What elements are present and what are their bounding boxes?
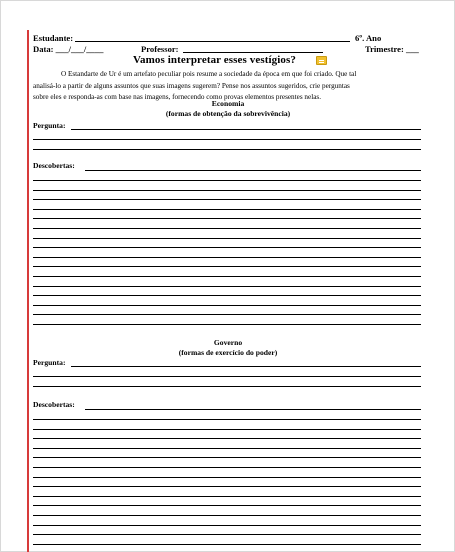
section-subtitle-government: (formas de exercício do poder) — [178, 348, 278, 357]
writing-line[interactable] — [33, 534, 421, 535]
writing-line[interactable] — [33, 419, 421, 420]
quarter-label: Trimestre: ___ — [365, 44, 419, 54]
writing-line[interactable] — [33, 486, 421, 487]
writing-line[interactable] — [33, 515, 421, 516]
margin-rule — [27, 30, 29, 552]
writing-line[interactable] — [33, 149, 421, 150]
comment-icon[interactable] — [316, 56, 327, 65]
writing-line[interactable] — [33, 286, 421, 287]
writing-line[interactable] — [33, 376, 421, 377]
writing-line[interactable] — [33, 199, 421, 200]
writing-line[interactable] — [33, 314, 421, 315]
writing-line[interactable] — [33, 218, 421, 219]
writing-line[interactable] — [33, 238, 421, 239]
grade-label: 6º. Ano — [355, 33, 382, 43]
question-answer-line[interactable] — [71, 129, 421, 130]
header-row-student — [33, 33, 423, 44]
findings-label: Descobertas: — [33, 400, 75, 409]
date-label: Data: ___/___/____ — [33, 44, 104, 54]
writing-line[interactable] — [33, 266, 421, 267]
findings-answer-line[interactable] — [85, 409, 421, 410]
writing-line[interactable] — [33, 247, 421, 248]
section-title-government: Governo — [213, 338, 243, 347]
writing-line[interactable] — [33, 505, 421, 506]
section-subtitle-economy: (formas de obtenção da sobrevivência) — [165, 109, 291, 118]
writing-line[interactable] — [33, 180, 421, 181]
writing-line[interactable] — [33, 457, 421, 458]
writing-line[interactable] — [33, 305, 421, 306]
question-label: Pergunta: — [33, 358, 66, 367]
writing-line[interactable] — [33, 438, 421, 439]
writing-line[interactable] — [33, 295, 421, 296]
intro-line: O Estandarte de Ur é um artefato peculiar pois resume a sociedade da época em que foi criado. Que tal — [61, 70, 357, 78]
teacher-label: Professor: — [141, 44, 179, 54]
writing-line[interactable] — [33, 139, 421, 140]
writing-line[interactable] — [33, 228, 421, 229]
writing-line[interactable] — [33, 525, 421, 526]
writing-line[interactable] — [33, 386, 421, 387]
student-name-line[interactable] — [75, 33, 350, 42]
writing-line[interactable] — [33, 429, 421, 430]
writing-line[interactable] — [33, 276, 421, 277]
writing-line[interactable] — [33, 257, 421, 258]
writing-line[interactable] — [33, 448, 421, 449]
writing-line[interactable] — [33, 477, 421, 478]
teacher-name-line[interactable] — [183, 44, 323, 53]
section-title-economy: Economia — [211, 99, 245, 108]
intro-line: analisá-lo a partir de alguns assuntos que suas imagens sugerem? Pense nos assuntos sugeridos, crie perguntas — [33, 81, 350, 90]
writing-line[interactable] — [33, 467, 421, 468]
findings-answer-line[interactable] — [85, 170, 421, 171]
question-label: Pergunta: — [33, 121, 66, 130]
student-label: Estudante: — [33, 33, 74, 43]
question-answer-line[interactable] — [71, 366, 421, 367]
findings-label: Descobertas: — [33, 161, 75, 170]
writing-line[interactable] — [33, 324, 421, 325]
page-title: Vamos interpretar esses vestígios? — [133, 54, 296, 66]
writing-line[interactable] — [33, 190, 421, 191]
worksheet — [33, 33, 423, 409]
writing-line[interactable] — [33, 209, 421, 210]
writing-line[interactable] — [33, 544, 421, 545]
writing-line[interactable] — [33, 496, 421, 497]
intro-line: sobre eles e responda-as com base nas imagens, fornecendo como provas elementos presentes nelas. — [33, 93, 321, 101]
